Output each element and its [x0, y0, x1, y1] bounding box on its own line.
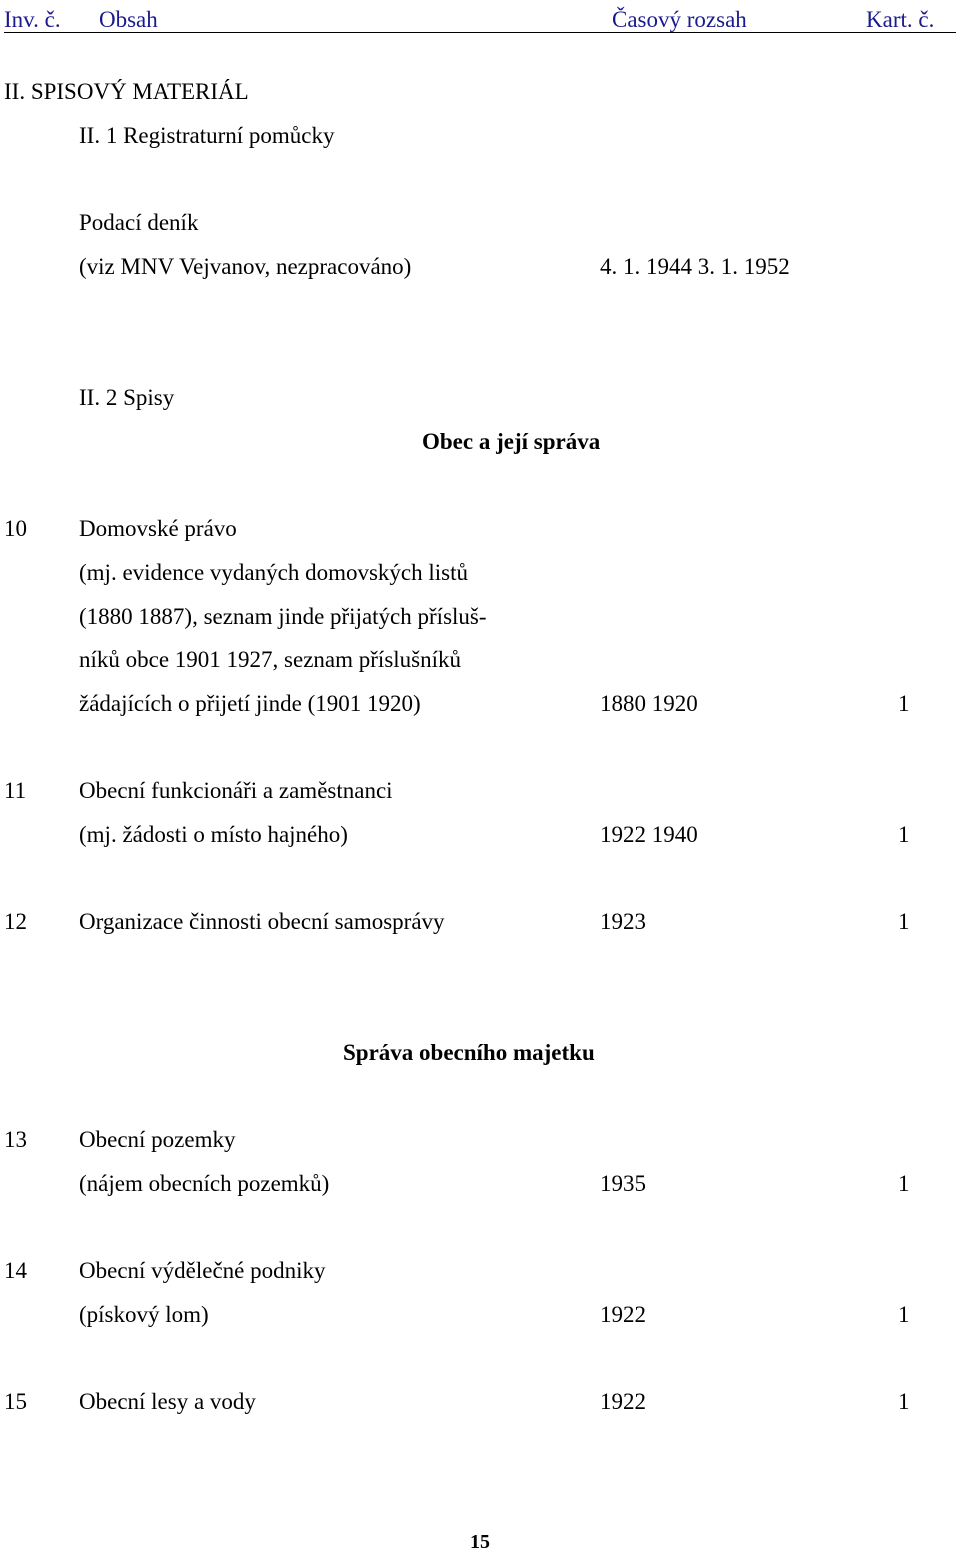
subsection-spisy: II. 2 Spisy [79, 385, 175, 410]
header-obsah: Obsah [99, 7, 158, 32]
entry-range: 1923 [600, 909, 646, 934]
entry-range: 1922 [600, 1302, 646, 1327]
podaci-line2: (viz MNV Vejvanov, nezpracováno) [79, 254, 412, 279]
entry-line: žádajících o přijetí jinde (1901 1920) [79, 691, 421, 716]
entry-kart: 1 [898, 1302, 910, 1327]
podaci-line1: Podací deník [79, 210, 199, 235]
entry-line: (mj. evidence vydaných domovských listů [79, 560, 469, 585]
entry-range: 1922 [600, 1389, 646, 1414]
entry-kart: 1 [898, 822, 910, 847]
entry-range: 1880 1920 [600, 691, 698, 716]
entry-line: Obecní pozemky [79, 1127, 236, 1152]
entry-line: Obecní lesy a vody [79, 1389, 256, 1414]
subsection-registraturni: II. 1 Registraturní pomůcky [79, 123, 335, 148]
header-kart: Kart. č. [866, 7, 935, 32]
entry-line: (mj. žádosti o místo hajného) [79, 822, 348, 847]
entry-range: 1922 1940 [600, 822, 698, 847]
entry-kart: 1 [898, 909, 910, 934]
entry-inv: 10 [4, 516, 27, 541]
entry-inv: 11 [4, 778, 27, 803]
page-number: 15 [470, 1531, 490, 1553]
group-heading: Obec a její správa [422, 429, 601, 454]
entry-kart: 1 [898, 691, 910, 716]
entry-inv: 15 [4, 1389, 27, 1414]
entry-line: Obecní funkcionáři a zaměstnanci [79, 778, 393, 803]
entry-range: 1935 [600, 1171, 646, 1196]
header-rule [4, 32, 956, 33]
entry-line: Organizace činnosti obecní samosprávy [79, 909, 445, 934]
header-rozsah: Časový rozsah [612, 7, 747, 32]
header-inv: Inv. č. [4, 7, 61, 32]
entry-kart: 1 [898, 1171, 910, 1196]
entry-line: (pískový lom) [79, 1302, 209, 1327]
entry-line: (1880 1887), seznam jinde přijatých přísluš- [79, 604, 487, 629]
entry-inv: 14 [4, 1258, 27, 1283]
entry-line: Domovské právo [79, 516, 237, 541]
entry-line: Obecní výdělečné podniky [79, 1258, 326, 1283]
entry-line: níků obce 1901 1927, seznam příslušníků [79, 647, 462, 672]
entry-inv: 13 [4, 1127, 27, 1152]
section-title: II. SPISOVÝ MATERIÁL [4, 79, 249, 104]
entry-kart: 1 [898, 1389, 910, 1414]
group-heading: Správa obecního majetku [343, 1040, 595, 1065]
podaci-range: 4. 1. 1944 3. 1. 1952 [600, 254, 790, 279]
entry-inv: 12 [4, 909, 27, 934]
entry-line: (nájem obecních pozemků) [79, 1171, 330, 1196]
